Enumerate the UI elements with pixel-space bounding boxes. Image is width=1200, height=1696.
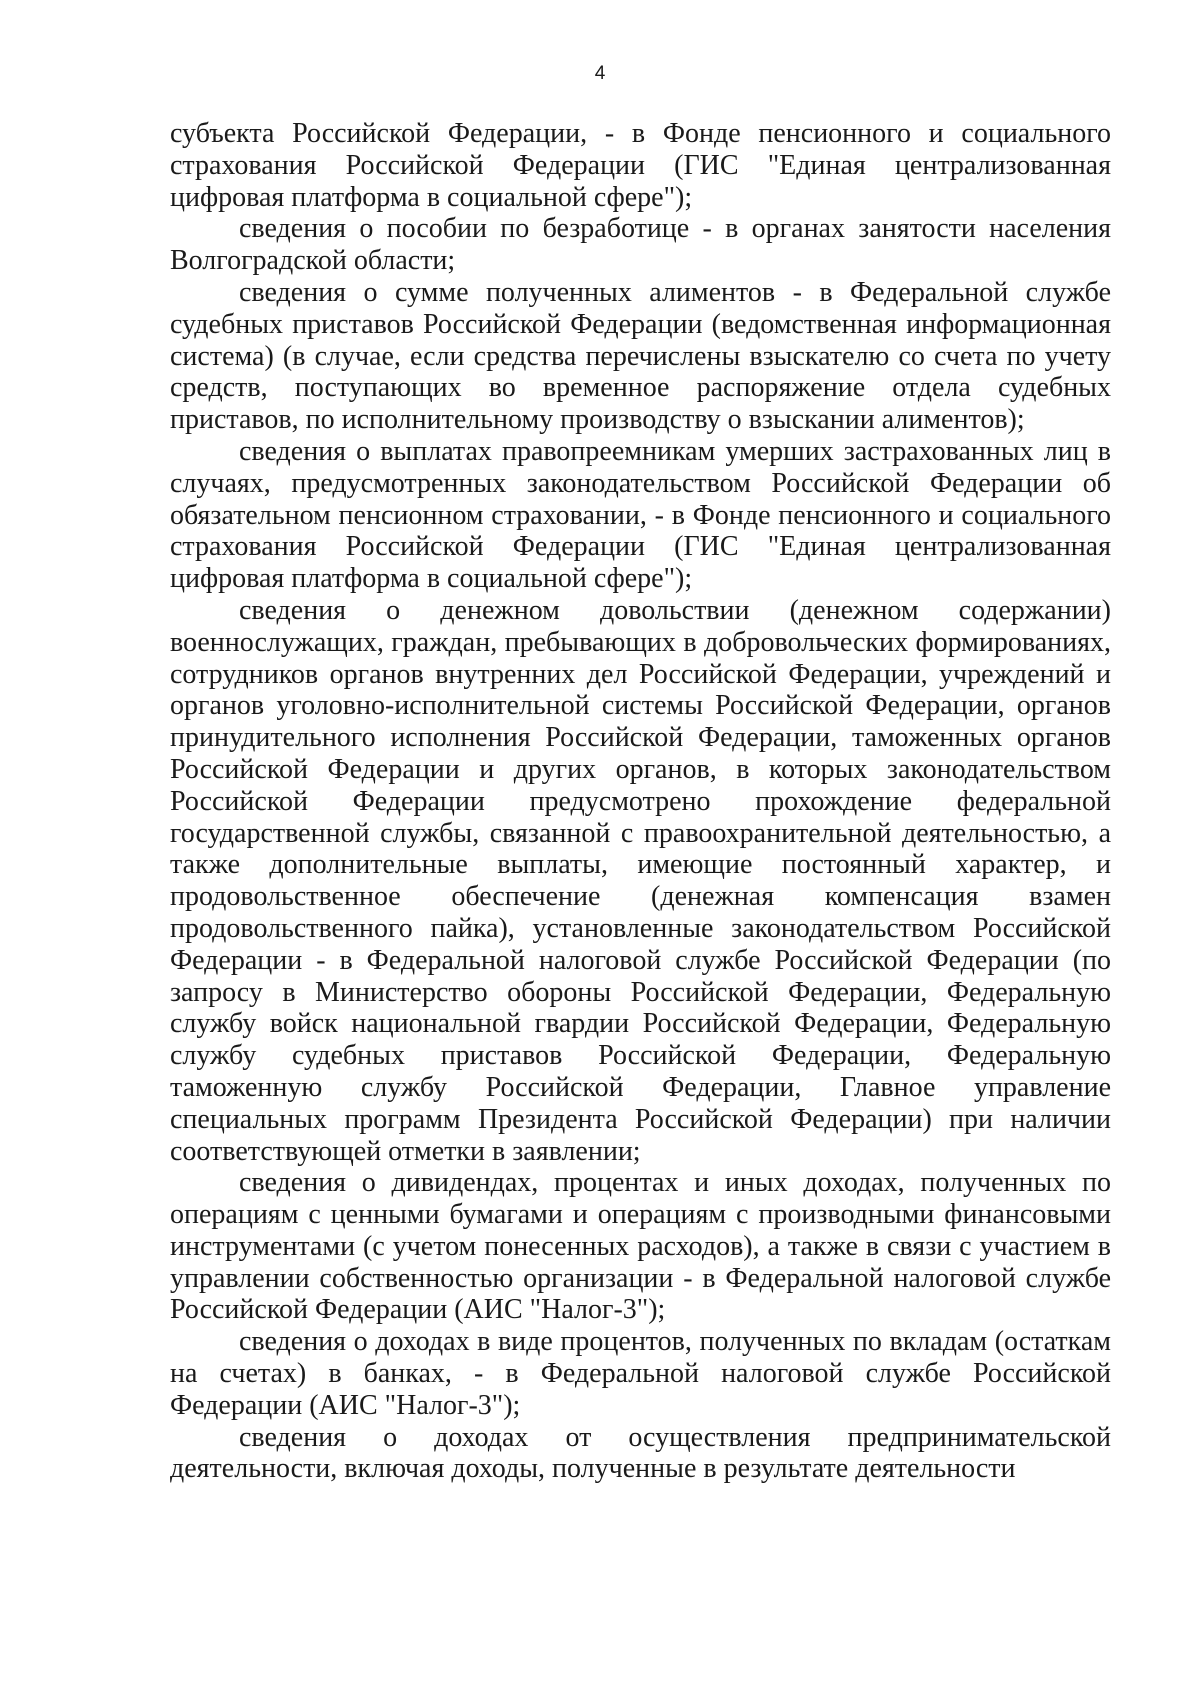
paragraph-business-income: сведения о доходах от осуществления предпринимательской деятельности, включая доходы, полученные в результате деятельности: [170, 1421, 1111, 1485]
paragraph-monetary-allowance: сведения о денежном довольствии (денежном содержании) военнослужащих, граждан, пребывающих в добровольческих формированиях, сотрудников органов внутренних дел Российской Федерации, учреждений и органов уголовно-исполнительной системы Российской Федерации, органов принудительного исполнения Российской Федерации, таможенных органов Российской Федерации и других органов, в которых законодательством Российской Федерации предусмотрено прохождение федеральной государственной службы, связанной с правоохранительной деятельностью, а также дополнительные выплаты, имеющие постоянный характер, и продовольственное обеспечение (денежная компенсация взамен продовольственного пайка), установленные законодательством Российской Федерации - в Федеральной налоговой службе Российской Федерации (по запросу в Министерство обороны Российской Федерации, Федеральную службу войск национальной гвардии Российской Федерации, Федеральную службу судебных приставов Российской Федерации, Федеральную таможенную службу Российской Федерации, Главное управление специальных программ Президента Российской Федерации) при наличии соответствующей отметки в заявлении;: [170, 594, 1111, 1167]
paragraph-fund-continuation: субъекта Российской Федерации, - в Фонде пенсионного и социального страхования Российской Федерации (ГИС "Единая централизованная цифровая платформа в социальной сфере");: [170, 118, 1111, 213]
paragraph-unemployment-benefit: сведения о пособии по безработице - в органах занятости населения Волгоградской области;: [170, 213, 1111, 277]
paragraph-successor-payments: сведения о выплатах правопреемникам умерших застрахованных лиц в случаях, предусмотренных законодательством Российской Федерации об обязательном пенсионном страховании, - в Фонде пенсионного и социального страхования Российской Федерации (ГИС "Единая централизованная цифровая платформа в социальной сфере");: [170, 435, 1111, 595]
document-body: [170, 118, 1111, 1485]
paragraph-dividends: сведения о дивидендах, процентах и иных доходах, полученных по операциям с ценными бумагами и операциям с производными финансовыми инструментами (с учетом понесенных расходов), а также в связи с участием в управлении собственностью организации - в Федеральной налоговой службе Российской Федерации (АИС "Налог-3");: [170, 1167, 1111, 1326]
paragraph-deposit-interest: сведения о доходах в виде процентов, полученных по вкладам (остаткам на счетах) в банках, - в Федеральной налоговой службе Российской Федерации (АИС "Налог-3");: [170, 1326, 1111, 1421]
paragraph-alimony: сведения о сумме полученных алиментов - в Федеральной службе судебных приставов Российской Федерации (ведомственная информационная система) (в случае, если средства перечислены взыскателю со счета по учету средств, поступающих во временное распоряжение отдела судебных приставов, по исполнительному производству о взыскании алиментов);: [170, 276, 1111, 436]
page-number: 4: [594, 63, 606, 84]
